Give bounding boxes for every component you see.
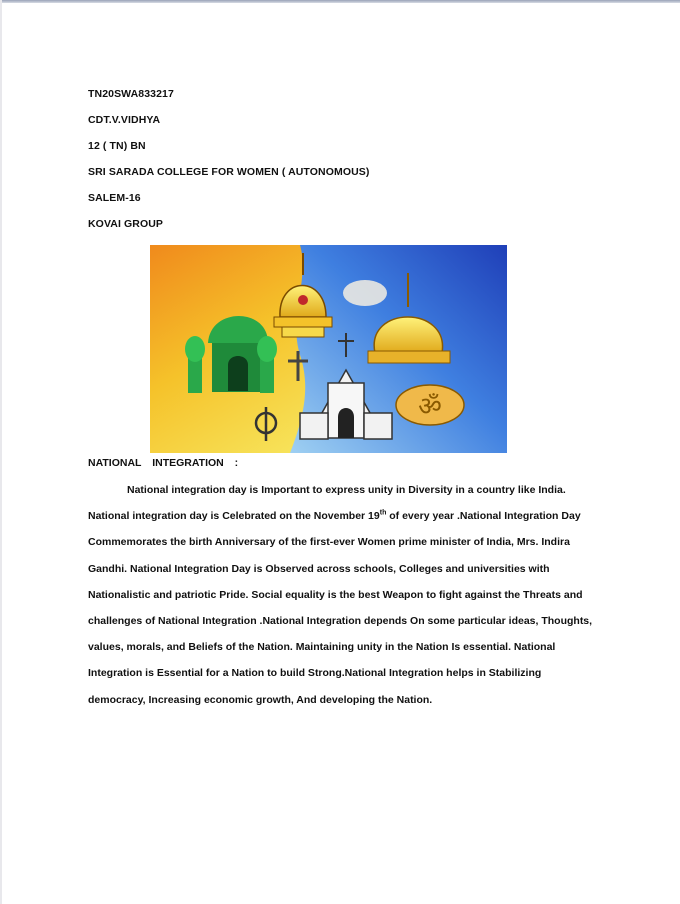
page-top-border xyxy=(0,0,680,3)
body-line xyxy=(88,503,636,529)
body-line: values, morals, and Beliefs of the Nation. Maintaining unity in the Nation Is essential. National xyxy=(88,641,556,654)
svg-text:ॐ: ॐ xyxy=(418,392,442,422)
page-left-shadow xyxy=(0,0,2,904)
group-name: KOVAI GROUP xyxy=(88,218,163,230)
body-line-part: National integration day is Celebrated on the November 19 xyxy=(88,510,380,523)
body-line: Commemorates the birth Anniversary of the first-ever Women prime minister of India, Mrs. Indira xyxy=(88,536,570,549)
body-line-part: of every year .National Integration Day xyxy=(386,510,581,523)
cadet-name: CDT.V.VIDHYA xyxy=(88,114,161,126)
college-location: SALEM-16 xyxy=(88,192,141,204)
body-line: Nationalistic and patriotic Pride. Social equality is the best Weapon to fight against the Threats and xyxy=(88,588,583,601)
national-integration-painting xyxy=(150,245,507,453)
body-line: democracy, Increasing economic growth, And developing the Nation. xyxy=(88,693,433,706)
body-paragraph xyxy=(88,477,636,713)
section-heading: NATIONAL INTEGRATION : xyxy=(88,457,239,469)
battalion: 12 ( TN) BN xyxy=(88,140,146,152)
superscript-th: th xyxy=(379,509,387,517)
college-name: SRI SARADA COLLEGE FOR WOMEN ( AUTONOMOUS) xyxy=(88,166,370,178)
body-line: challenges of National Integration .National Integration depends On some particular ideas, Thoughts, xyxy=(88,615,593,628)
body-line: National integration day is Important to express unity in Diversity in a country like India. xyxy=(127,484,566,496)
body-line: Gandhi. National Integration Day is Observed across schools, Colleges and universities with xyxy=(88,562,550,575)
cadet-id: TN20SWA833217 xyxy=(88,88,174,100)
body-line: Integration is Essential for a Nation to build Strong.National Integration helps in Stabilizing xyxy=(88,667,542,680)
